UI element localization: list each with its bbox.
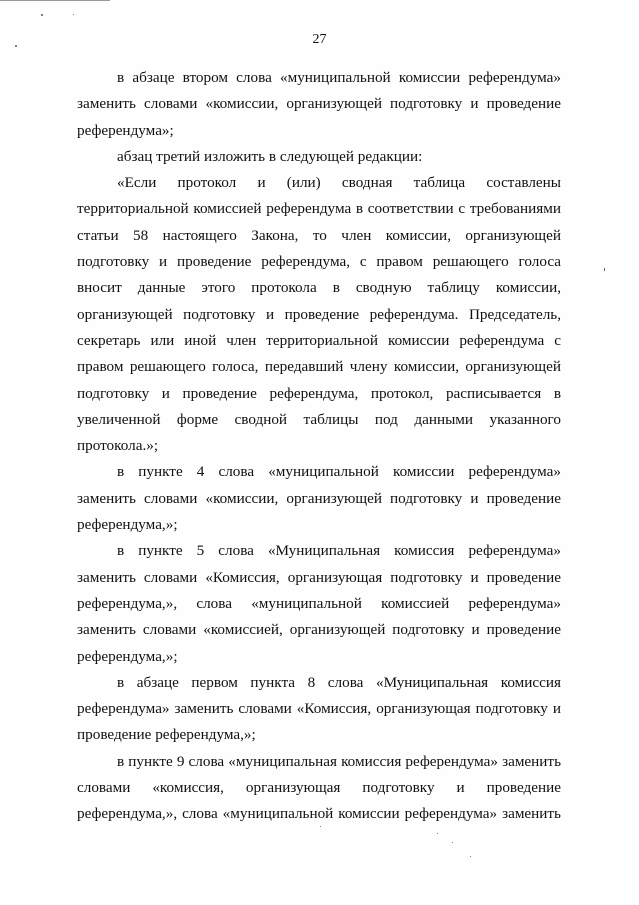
paragraph: «Если протокол и (или) сводная таблица составлены территориальной комиссией референдума в соответствии с требованиями статьи 58 настоящего Закона, то член комиссии, организующей подготовку и проведение референдума, с правом решающего голоса вносит данные этого протокола в сводную таблицу комиссии, организующей подготовку и проведение референдума. Председатель, секретарь или иной член территориальной комиссии референдума с правом решающего голоса, передавший члену комиссии, организующей подготовку и проведение референдума, протокол, расписывается в увеличенной форме сводной таблицы под данными указанного протокола.»; bbox=[77, 174, 561, 455]
scan-speck bbox=[437, 833, 438, 834]
paragraph: в пункте 5 слова «Муниципальная комиссия референдума» заменить словами «Комиссия, организующая подготовку и проведение референдума,», слова «муниципальной комиссией референдума» заменить словами «комиссией, организующей подготовку и проведение референдума,»; bbox=[77, 542, 561, 665]
scan-edge-mark bbox=[0, 0, 110, 1]
paragraph: в пункте 9 слова «муниципальная комиссия референдума» заменить словами «комиссия, организующая подготовку и проведение референдума,», слова «муниципальной комиссии референдума» заменить bbox=[77, 752, 561, 823]
paragraph: в абзаце первом пункта 8 слова «Муниципальная комиссия референдума» заменить словами «Комиссия, организующая подготовку и проведение референдума,»; bbox=[77, 673, 561, 744]
scan-speck bbox=[41, 14, 43, 16]
scan-speck bbox=[452, 842, 453, 843]
scan-speck bbox=[73, 14, 74, 15]
scan-speck bbox=[470, 856, 471, 857]
scan-speck bbox=[604, 268, 605, 271]
paragraph: в пункте 4 слова «муниципальной комиссии референдума» заменить словами «комиссии, организующей подготовку и проведение референдума,»; bbox=[77, 463, 561, 534]
document-body bbox=[77, 65, 561, 828]
paragraph: абзац третий изложить в следующей редакции: bbox=[117, 147, 423, 165]
page-number: 27 bbox=[312, 32, 327, 47]
paragraph: в абзаце втором слова «муниципальной комиссии референдума» заменить словами «комиссии, организующей подготовку и проведение референдума»; bbox=[77, 69, 561, 139]
